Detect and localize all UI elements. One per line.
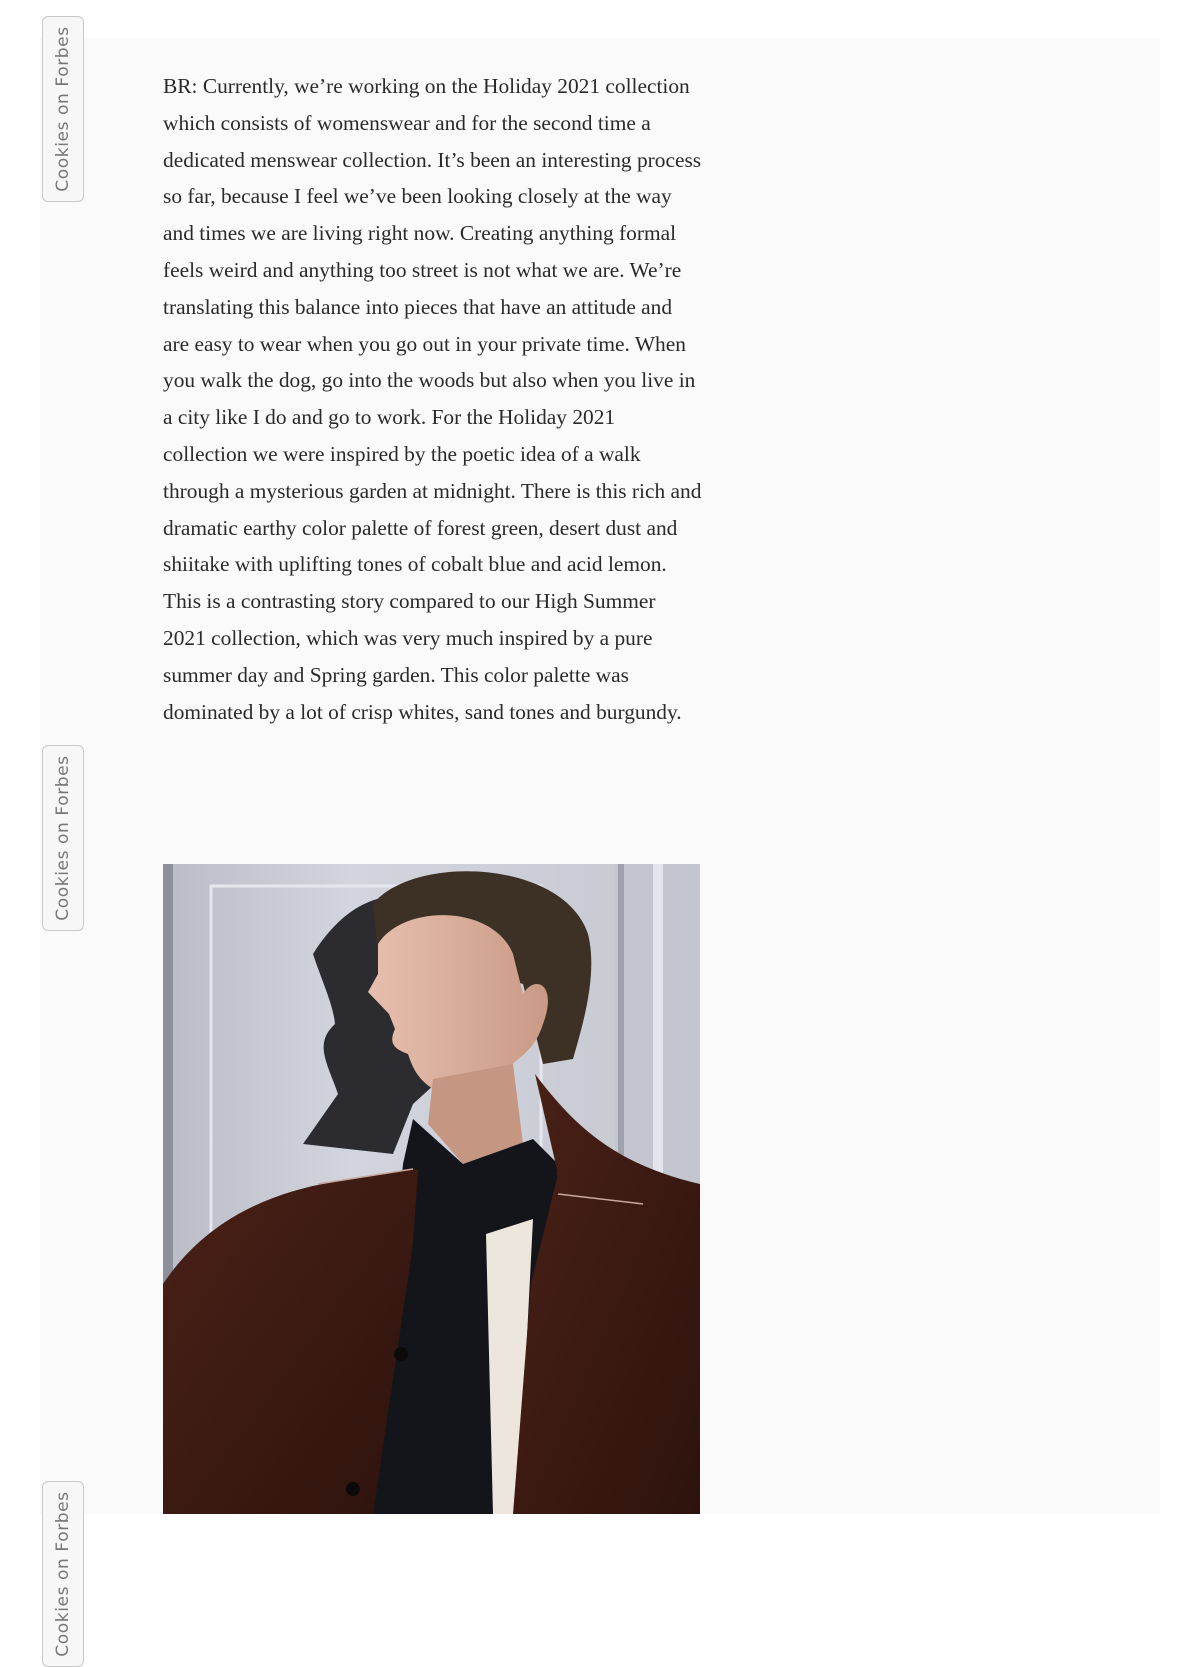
article-paragraph: BR: Currently, we’re working on the Holiday 2021 collection which consists of womenswear and for the second time a dedicated menswear collection. It’s been an interesting process so far, because I feel we’ve been looking closely at the way and times we are living right now. Creating anything formal feels weird and anything too street is not what we are. We’re translating this balance into pieces that have an attitude and are easy to wear when you go out in your private time. When you walk the dog, go into the woods but also when you live in a city like I do and go to work. For the Holiday 2021 collection we were inspired by the poetic idea of a walk through a mysterious garden at midnight. There is this rich and dramatic earthy color palette of forest green, desert dust and shiitake with uplifting tones of cobalt blue and acid lemon. This is a contrasting story compared to our High Summer 2021 collection, which was very much inspired by a pure summer day and Spring garden. This color palette was dominated by a lot of crisp whites, sand tones and burgundy. (163, 74, 702, 724)
cookie-tab-label: Cookies on Forbes (53, 1491, 73, 1657)
model-photo-illustration (163, 864, 700, 1514)
cookie-consent-tab[interactable] (42, 1481, 84, 1667)
article-page (40, 26, 1160, 1657)
cookie-consent-tab[interactable] (42, 16, 84, 202)
cookie-tab-label: Cookies on Forbes (53, 26, 73, 192)
cookie-consent-tab[interactable] (42, 745, 84, 931)
cookie-tab-label: Cookies on Forbes (53, 755, 73, 921)
article-photo (163, 864, 700, 1514)
